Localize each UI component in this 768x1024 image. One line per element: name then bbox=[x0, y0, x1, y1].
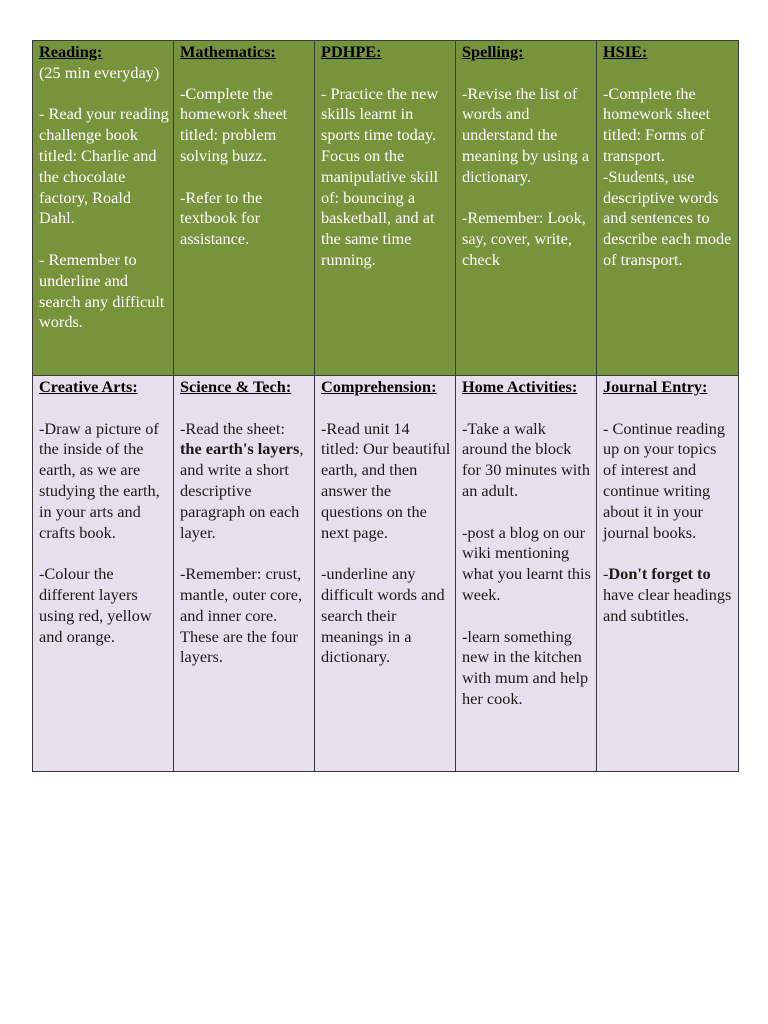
cell-heading: Reading: bbox=[39, 42, 103, 61]
homework-grid bbox=[32, 40, 739, 772]
cell-paragraph: - Remember to underline and search any difficult words. bbox=[39, 249, 165, 332]
cell-mathematics bbox=[174, 41, 315, 376]
cell-paragraph: -Remember: crust, mantle, outer core, and inner core. These are the four layers. bbox=[180, 564, 303, 667]
cell-paragraph: -Revise the list of words and understand the meaning by using a dictionary. bbox=[462, 83, 590, 186]
cell-heading: PDHPE: bbox=[321, 42, 382, 61]
cell-paragraph: -Read unit 14 titled: Our beautiful earth, and then answer the questions on the next page. bbox=[321, 418, 451, 542]
cell-paragraph: - Continue reading up on your topics of interest and continue writing about it in your journal books. bbox=[603, 418, 726, 542]
paragraph-text: , and write a short descriptive paragraph on each layer. bbox=[180, 439, 304, 542]
cell-heading: Spelling: bbox=[462, 42, 524, 61]
paragraph-emphasis: the earth's layers bbox=[180, 439, 300, 459]
cell-pdhpe bbox=[315, 41, 456, 376]
cell-paragraph: -post a blog on our wiki mentioning what you learnt this week. bbox=[462, 522, 591, 604]
cell-journal-entry bbox=[597, 376, 739, 772]
cell-paragraph bbox=[180, 419, 310, 544]
cell-paragraph: -learn something new in the kitchen with mum and help her cook. bbox=[462, 626, 589, 708]
paragraph-text: have clear headings and subtitles. bbox=[603, 584, 732, 625]
paragraph-text: -Read the sheet: bbox=[180, 418, 285, 438]
cell-heading: Home Activities: bbox=[462, 377, 578, 396]
cell-heading: Creative Arts: bbox=[39, 377, 138, 396]
cell-science-tech bbox=[174, 376, 315, 772]
cell-paragraph: -Complete the homework sheet titled: problem solving buzz. bbox=[180, 83, 288, 165]
cell-heading: HSIE: bbox=[603, 42, 648, 61]
cell-paragraph: -Complete the homework sheet titled: Forms of transport. bbox=[603, 83, 711, 165]
cell-paragraph: -Students, use descriptive words and sentences to describe each mode of transport. bbox=[603, 166, 732, 269]
cell-comprehension bbox=[315, 376, 456, 772]
paragraph-text: - bbox=[603, 564, 609, 584]
cell-paragraph: -Colour the different layers using red, yellow and orange. bbox=[39, 564, 152, 646]
cell-paragraph: - Practice the new skills learnt in sports time today. Focus on the manipulative skill of: bouncing a basketball, and at the same time running. bbox=[321, 83, 439, 269]
cell-paragraph: -Remember: Look, say, cover, write, check bbox=[462, 208, 586, 269]
cell-heading: Journal Entry: bbox=[603, 377, 708, 396]
paragraph-emphasis: Don't forget to bbox=[608, 564, 711, 584]
cell-paragraph bbox=[603, 564, 734, 626]
cell-note: (25 min everyday) bbox=[39, 62, 160, 82]
cell-hsie bbox=[597, 41, 739, 376]
cell-heading: Mathematics: bbox=[180, 42, 276, 61]
grid-row-bottom bbox=[33, 376, 739, 772]
cell-paragraph: -underline any difficult words and search their meanings in a dictionary. bbox=[321, 564, 445, 667]
cell-paragraph: - Read your reading challenge book titled: Charlie and the chocolate factory, Roald Dahl. bbox=[39, 104, 169, 228]
cell-heading: Comprehension: bbox=[321, 377, 437, 396]
cell-home-activities bbox=[456, 376, 597, 772]
cell-paragraph: -Draw a picture of the inside of the earth, as we are studying the earth, in your arts and crafts book. bbox=[39, 418, 160, 542]
grid-row-top bbox=[33, 41, 739, 376]
cell-creative-arts bbox=[33, 376, 174, 772]
cell-heading: Science & Tech: bbox=[180, 377, 292, 396]
cell-paragraph: -Take a walk around the block for 30 minutes with an adult. bbox=[462, 418, 590, 500]
cell-reading bbox=[33, 41, 174, 376]
cell-spelling bbox=[456, 41, 597, 376]
cell-paragraph: -Refer to the textbook for assistance. bbox=[180, 187, 263, 249]
